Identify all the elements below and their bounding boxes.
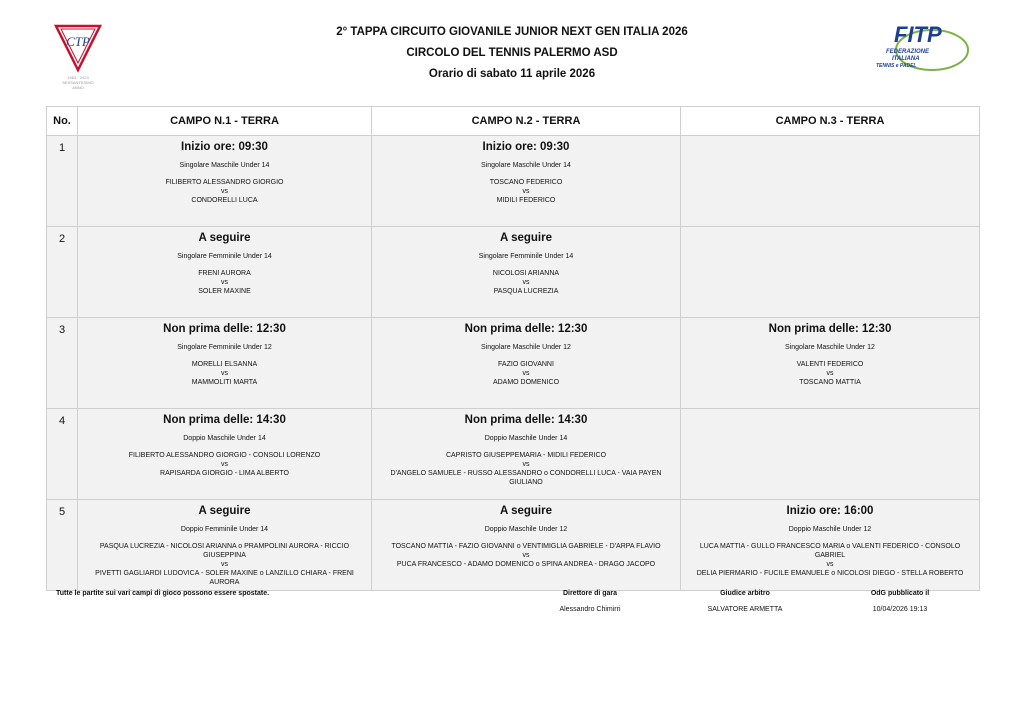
match-time: A seguire — [500, 505, 552, 517]
player-b: MIDILI FEDERICO — [496, 197, 556, 204]
match-time: Non prima delle: 12:30 — [464, 323, 588, 335]
player-a: FILIBERTO ALESSANDRO GIORGIO — [165, 179, 284, 186]
referee-label: Giudice arbitro — [720, 590, 770, 597]
player-a: PASQUA LUCREZIA - NICOLOSI ARIANNA o PRAMPOLINI AURORA - RICCIO GIUSEPPINA — [99, 543, 350, 559]
vs-label: vs — [522, 370, 530, 377]
vs-label: vs — [522, 279, 530, 286]
col-header-court-3: CAMPO N.3 - TERRA — [681, 107, 980, 136]
table-row — [47, 409, 980, 500]
table-row — [47, 318, 980, 409]
published-date: 10/04/2026 19:13 — [872, 606, 928, 613]
match-category: Singolare Maschile Under 12 — [785, 344, 875, 351]
match-cell-court-3 — [681, 409, 980, 500]
schedule-date: Orario di sabato 11 aprile 2026 — [428, 68, 596, 80]
vs-label: vs — [221, 188, 228, 195]
match-category: Doppio Maschile Under 14 — [484, 435, 568, 442]
vs-label: vs — [221, 561, 228, 568]
match-time: Non prima delle: 12:30 — [163, 323, 286, 335]
player-b: ADAMO DOMENICO — [492, 379, 560, 386]
match-category: Singolare Femminile Under 14 — [177, 253, 272, 260]
row-number: 1 — [47, 136, 78, 227]
player-b: TOSCANO MATTIA — [799, 379, 861, 386]
match-cell-court-1 — [78, 318, 372, 409]
player-b: DELIA PIERMARIO - FUCILE EMANUELE o NICOLOSI DIEGO - STELLA ROBERTO — [696, 570, 964, 577]
player-a: MORELLI ELSANNA — [191, 361, 258, 368]
vs-label: vs — [826, 370, 834, 377]
match-time: Non prima delle: 14:30 — [163, 414, 286, 426]
player-a: CAPRISTO GIUSEPPEMARIA - MIDILI FEDERICO — [445, 452, 607, 459]
footer-note-text: Tutte le partite sui vari campi di gioco possono essere spostate. — [56, 590, 270, 597]
player-a: FILIBERTO ALESSANDRO GIORGIO - CONSOLI LORENZO — [128, 452, 321, 459]
match-cell-court-3 — [681, 136, 980, 227]
fitp-logo-sub1: FEDERAZIONE — [886, 49, 930, 55]
col-header-court-1: CAMPO N.1 - TERRA — [78, 107, 372, 136]
footer-director — [540, 590, 640, 613]
schedule-table — [46, 106, 980, 591]
match-time: Non prima delle: 12:30 — [768, 323, 892, 335]
club-logo-caption: 1963 · 2023 SESSANTESIMO ANNO — [62, 75, 94, 90]
match-cell-court-1 — [78, 409, 372, 500]
match-time: Non prima delle: 14:30 — [464, 414, 588, 426]
match-cell-court-2 — [372, 136, 681, 227]
col-header-no: No. — [47, 107, 78, 136]
player-a: TOSCANO MATTIA - FAZIO GIOVANNI o VENTIMIGLIA GABRIELE - D'ARPA FLAVIO — [391, 543, 661, 550]
svg-text:CTP: CTP — [66, 34, 90, 49]
row-number: 2 — [47, 227, 78, 318]
match-cell-court-2 — [372, 318, 681, 409]
page-header — [0, 22, 1024, 85]
player-b: CONDORELLI LUCA — [191, 197, 258, 204]
match-cell-court-3 — [681, 500, 980, 591]
vs-label: vs — [221, 461, 228, 468]
match-category: Doppio Maschile Under 12 — [484, 526, 568, 533]
table-row — [47, 500, 980, 591]
player-b: D'ANGELO SAMUELE - RUSSO ALESSANDRO o CONDORELLI LUCA - VAIA PAYEN GIULIANO — [390, 470, 662, 486]
footer-note — [56, 590, 269, 597]
referee-name: SALVATORE ARMETTA — [707, 606, 783, 613]
vs-label: vs — [522, 552, 530, 559]
player-a: LUCA MATTIA - GULLO FRANCESCO MARIA o VALENTI FEDERICO - CONSOLO GABRIEL — [699, 543, 961, 559]
player-b: SOLER MAXINE — [198, 288, 251, 295]
match-category: Singolare Maschile Under 14 — [179, 162, 270, 169]
table-row — [47, 227, 980, 318]
table-row — [47, 136, 980, 227]
player-b: PASQUA LUCREZIA — [493, 288, 559, 295]
tournament-title: 2° TAPPA CIRCUITO GIOVANILE JUNIOR NEXT GEN ITALIA 2026 — [336, 26, 688, 38]
player-a: NICOLOSI ARIANNA — [492, 270, 560, 277]
match-cell-court-2 — [372, 227, 681, 318]
table-header-row — [47, 107, 980, 136]
match-category: Singolare Maschile Under 14 — [481, 162, 571, 169]
footer-referee — [690, 590, 800, 613]
match-time: A seguire — [198, 232, 251, 244]
player-a: VALENTI FEDERICO — [796, 361, 864, 368]
player-b: RAPISARDA GIORGIO - LIMA ALBERTO — [160, 470, 289, 477]
director-name: Alessandro Chimirri — [559, 606, 621, 613]
vs-label: vs — [522, 461, 530, 468]
fitp-logo-text: FITP — [894, 22, 942, 47]
row-number: 4 — [47, 409, 78, 500]
match-category: Singolare Femminile Under 14 — [478, 253, 574, 260]
match-time: Inizio ore: 09:30 — [181, 141, 268, 153]
match-category: Doppio Femminile Under 14 — [180, 526, 269, 533]
match-cell-court-1 — [78, 500, 372, 591]
match-time: Inizio ore: 16:00 — [786, 505, 874, 517]
match-category: Doppio Maschile Under 12 — [788, 526, 872, 533]
player-b: PIVETTI GAGLIARDI LUDOVICA - SOLER MAXINE o LANZILLO CHIARA - FRENI AURORA — [95, 570, 354, 586]
match-cell-court-2 — [372, 409, 681, 500]
vs-label: vs — [826, 561, 834, 568]
fitp-logo-sub2: ITALIANA — [892, 56, 920, 62]
published-label: OdG pubblicato il — [870, 590, 930, 597]
vs-label: vs — [221, 370, 228, 377]
player-a: FAZIO GIOVANNI — [498, 361, 554, 368]
row-number: 3 — [47, 318, 78, 409]
footer-published — [850, 590, 950, 613]
match-time: A seguire — [198, 505, 251, 517]
match-cell-court-1 — [78, 227, 372, 318]
match-time: Inizio ore: 09:30 — [482, 141, 570, 153]
row-number: 5 — [47, 500, 78, 591]
match-time: A seguire — [500, 232, 552, 244]
vs-label: vs — [221, 279, 228, 286]
player-b: PUCA FRANCESCO - ADAMO DOMENICO o SPINA ANDREA - DRAGO JACOPO — [396, 561, 656, 568]
fitp-logo-sub3: TENNIS e PADEL — [876, 63, 917, 69]
player-a: TOSCANO FEDERICO — [489, 179, 563, 186]
match-category: Doppio Maschile Under 14 — [183, 435, 266, 442]
player-b: MAMMOLITI MARTA — [191, 379, 258, 386]
match-category: Singolare Femminile Under 12 — [177, 344, 272, 351]
director-label: Direttore di gara — [562, 590, 618, 597]
player-a: FRENI AURORA — [198, 270, 251, 277]
col-header-court-2: CAMPO N.2 - TERRA — [372, 107, 681, 136]
match-cell-court-1 — [78, 136, 372, 227]
match-cell-court-2 — [372, 500, 681, 591]
vs-label: vs — [522, 188, 530, 195]
match-category: Singolare Maschile Under 12 — [481, 344, 571, 351]
club-name: CIRCOLO DEL TENNIS PALERMO ASD — [406, 47, 618, 59]
match-cell-court-3 — [681, 318, 980, 409]
match-cell-court-3 — [681, 227, 980, 318]
